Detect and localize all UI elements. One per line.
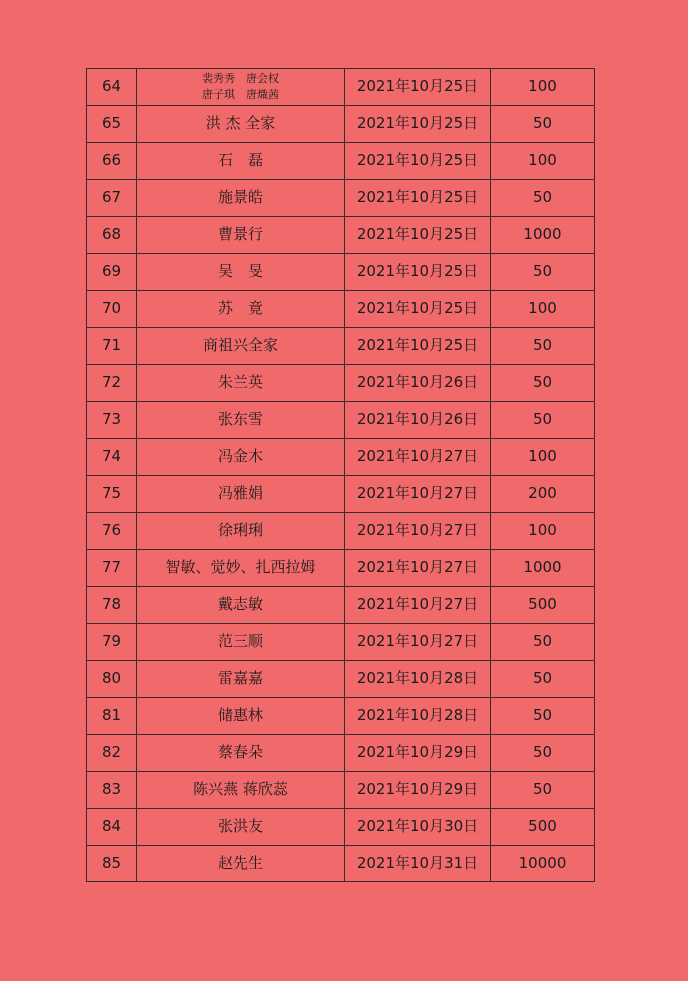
donor-name: 戴志敏 <box>137 587 345 624</box>
row-number: 65 <box>87 106 137 143</box>
donor-name: 雷嘉嘉 <box>137 661 345 698</box>
donation-amount: 1000 <box>491 217 595 254</box>
donor-name: 吴 旻 <box>137 254 345 291</box>
table-row <box>87 291 595 328</box>
table-row <box>87 439 595 476</box>
donation-date: 2021年10月27日 <box>345 439 491 476</box>
donation-date: 2021年10月29日 <box>345 772 491 809</box>
row-number: 70 <box>87 291 137 328</box>
donation-amount: 100 <box>491 69 595 106</box>
table-row <box>87 513 595 550</box>
row-number: 72 <box>87 365 137 402</box>
row-number: 64 <box>87 69 137 106</box>
donor-name: 冯雅娟 <box>137 476 345 513</box>
table-row <box>87 402 595 439</box>
table-row <box>87 143 595 180</box>
donation-date: 2021年10月27日 <box>345 587 491 624</box>
table-row <box>87 217 595 254</box>
donor-name-line: 裴秀秀 唐会权 <box>202 72 279 86</box>
donor-name-line: 唐子琪 唐熾茜 <box>202 88 279 101</box>
donation-amount: 50 <box>491 254 595 291</box>
donation-amount: 10000 <box>491 846 595 882</box>
table-row <box>87 106 595 143</box>
table-row <box>87 772 595 809</box>
row-number: 69 <box>87 254 137 291</box>
donor-name: 张洪友 <box>137 809 345 846</box>
donor-name: 徐琍琍 <box>137 513 345 550</box>
table-row <box>87 180 595 217</box>
table-row <box>87 698 595 735</box>
row-number: 75 <box>87 476 137 513</box>
donation-amount: 100 <box>491 291 595 328</box>
table-row <box>87 476 595 513</box>
donation-date: 2021年10月27日 <box>345 476 491 513</box>
table-row <box>87 587 595 624</box>
donation-amount: 100 <box>491 439 595 476</box>
donor-name: 洪 杰 全家 <box>137 106 345 143</box>
donation-amount: 50 <box>491 735 595 772</box>
donor-name: 曹景行 <box>137 217 345 254</box>
row-number: 80 <box>87 661 137 698</box>
table-row <box>87 846 595 882</box>
donor-name: 施景皓 <box>137 180 345 217</box>
donation-date: 2021年10月27日 <box>345 624 491 661</box>
row-number: 68 <box>87 217 137 254</box>
donation-table <box>86 68 595 882</box>
row-number: 83 <box>87 772 137 809</box>
donation-date: 2021年10月27日 <box>345 513 491 550</box>
row-number: 85 <box>87 846 137 882</box>
donor-name: 范三顺 <box>137 624 345 661</box>
donor-name: 商祖兴全家 <box>137 328 345 365</box>
donation-sheet <box>86 68 594 882</box>
donor-name: 苏 竟 <box>137 291 345 328</box>
table-row <box>87 624 595 661</box>
donation-date: 2021年10月31日 <box>345 846 491 882</box>
donor-name: 智敏、觉妙、扎西拉姆 <box>137 550 345 587</box>
donation-amount: 50 <box>491 106 595 143</box>
donation-date: 2021年10月26日 <box>345 402 491 439</box>
donation-date: 2021年10月28日 <box>345 661 491 698</box>
row-number: 81 <box>87 698 137 735</box>
donor-name-multiline <box>137 71 344 103</box>
row-number: 84 <box>87 809 137 846</box>
table-row <box>87 809 595 846</box>
table-row <box>87 254 595 291</box>
donation-amount: 50 <box>491 328 595 365</box>
row-number: 77 <box>87 550 137 587</box>
donor-name: 朱兰英 <box>137 365 345 402</box>
donation-amount: 100 <box>491 513 595 550</box>
row-number: 82 <box>87 735 137 772</box>
donation-date: 2021年10月28日 <box>345 698 491 735</box>
donation-amount: 500 <box>491 809 595 846</box>
donation-date: 2021年10月25日 <box>345 106 491 143</box>
donor-name: 张东雪 <box>137 402 345 439</box>
donation-date: 2021年10月26日 <box>345 365 491 402</box>
table-row <box>87 328 595 365</box>
donor-name: 陈兴燕 蒋欣蕊 <box>137 772 345 809</box>
table-row <box>87 365 595 402</box>
donation-amount: 200 <box>491 476 595 513</box>
row-number: 67 <box>87 180 137 217</box>
donation-amount: 1000 <box>491 550 595 587</box>
table-row <box>87 735 595 772</box>
donation-date: 2021年10月25日 <box>345 328 491 365</box>
donation-amount: 50 <box>491 365 595 402</box>
donation-date: 2021年10月27日 <box>345 550 491 587</box>
donation-amount: 50 <box>491 772 595 809</box>
donation-date: 2021年10月25日 <box>345 291 491 328</box>
donation-date: 2021年10月25日 <box>345 69 491 106</box>
table-row <box>87 550 595 587</box>
donation-amount: 500 <box>491 587 595 624</box>
donation-amount: 50 <box>491 661 595 698</box>
donation-amount: 50 <box>491 698 595 735</box>
donation-amount: 50 <box>491 180 595 217</box>
donation-date: 2021年10月25日 <box>345 217 491 254</box>
row-number: 66 <box>87 143 137 180</box>
donation-table-body <box>87 69 595 882</box>
row-number: 78 <box>87 587 137 624</box>
row-number: 74 <box>87 439 137 476</box>
donation-date: 2021年10月25日 <box>345 254 491 291</box>
donor-name: 赵先生 <box>137 846 345 882</box>
row-number: 76 <box>87 513 137 550</box>
table-row <box>87 69 595 106</box>
donor-name: 冯金木 <box>137 439 345 476</box>
donor-name: 储惠林 <box>137 698 345 735</box>
row-number: 71 <box>87 328 137 365</box>
row-number: 79 <box>87 624 137 661</box>
table-row <box>87 661 595 698</box>
donation-date: 2021年10月25日 <box>345 143 491 180</box>
donation-date: 2021年10月25日 <box>345 180 491 217</box>
row-number: 73 <box>87 402 137 439</box>
donor-name <box>137 69 345 106</box>
donation-amount: 50 <box>491 402 595 439</box>
donation-amount: 50 <box>491 624 595 661</box>
donor-name: 蔡春朵 <box>137 735 345 772</box>
donation-date: 2021年10月29日 <box>345 735 491 772</box>
donor-name: 石 磊 <box>137 143 345 180</box>
donation-date: 2021年10月30日 <box>345 809 491 846</box>
donation-amount: 100 <box>491 143 595 180</box>
